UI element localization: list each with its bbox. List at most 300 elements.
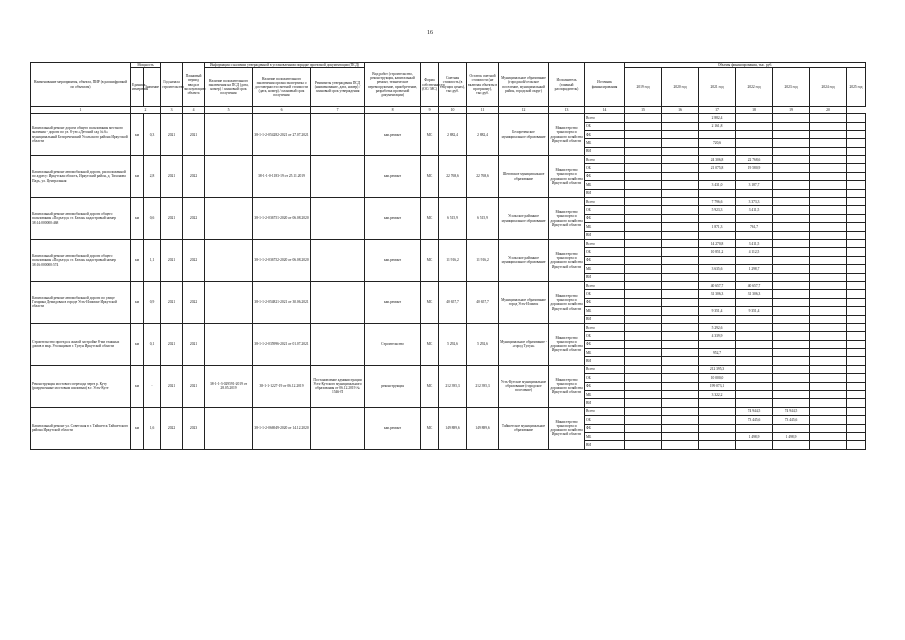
object-executor: Министерство транспорта и дорожного хозяйства Иркутской области [549,239,585,281]
financing-source: ВИ [585,273,625,281]
funding-amount [847,416,866,424]
funding-amount [810,248,847,256]
funding-amount [662,256,699,264]
funding-amount [773,223,810,231]
investment-program-table [30,62,866,450]
object-estimated-cost: 22 768,6 [439,156,467,198]
funding-amount [810,340,847,348]
funding-amount [736,382,773,390]
column-number: 9 [421,107,439,114]
funding-amount [662,307,699,315]
funding-amount [847,139,866,147]
funding-amount [847,332,866,340]
funding-amount [773,130,810,138]
header-funding: Объемы финансирования, тыс. руб. [625,63,866,68]
object-value: 0,6 [144,198,161,240]
funding-amount [847,256,866,264]
funding-amount [736,374,773,382]
funding-amount [847,391,866,399]
financing-source: ФБ [585,424,625,432]
financing-source: Всего [585,239,625,247]
object-work-type: кап.ремонт [365,407,421,449]
funding-amount [662,164,699,172]
funding-amount [847,399,866,407]
funding-amount [773,172,810,180]
funding-amount [810,206,847,214]
funding-amount [736,298,773,306]
funding-amount [625,340,662,348]
funding-amount [662,298,699,306]
funding-amount [699,424,736,432]
object-name: Строительство проезда к жилой застройке 8-ми этажных домов в мкр. Угольщиков г. Тулун Иркутской области [31,323,131,365]
header-year-2023: 2023 год [773,68,810,107]
column-number: 16 [662,107,699,114]
funding-amount [625,382,662,390]
funding-amount [625,239,662,247]
object-name: Капитальный ремонт дороги общего пользования местного значения - дороги по ул. 8-ую «Детский сад № 6» муниципальный Белореченский Усольского района Иркутской области [31,114,131,156]
header-reliability-expertise: Наличие положительного заключения органа экспертизы о достоверности сметной стоимости (дата, номер) / плановый срок получения [253,68,311,107]
funding-amount [847,265,866,273]
funding-amount: 2 161,8 [699,122,736,130]
financing-source: Всего [585,323,625,331]
object-remaining-cost: 5 292,6 [467,323,499,365]
object-positive-expertise [205,156,253,198]
funding-amount [699,315,736,323]
object-year-end: 2021 [183,365,205,407]
funding-amount [662,181,699,189]
funding-amount: 3 373,3 [736,198,773,206]
funding-amount [810,181,847,189]
financing-source: ОБ [585,416,625,424]
funding-amount [736,391,773,399]
financing-source: ОБ [585,332,625,340]
object-row [31,281,866,289]
object-year-start: 2022 [161,407,183,449]
funding-amount [625,349,662,357]
funding-amount [625,156,662,164]
funding-amount: 3 411,5 [736,239,773,247]
object-estimated-cost: 212 395,3 [439,365,467,407]
object-value: 0,3 [144,114,161,156]
financing-source: ФБ [585,172,625,180]
funding-amount: 73 445,6 [773,416,810,424]
funding-amount [662,189,699,197]
object-estimated-cost: 2 882,4 [439,114,467,156]
object-row [31,323,866,331]
header-ownership: Форма собственности (ОС/ МС) [421,63,439,107]
object-ownership: МС [421,407,439,449]
funding-amount [773,265,810,273]
object-ownership: МС [421,281,439,323]
funding-amount: 14 270,8 [699,239,736,247]
object-name: Капитальный ремонт автомобильной дороги общего пользования «Подъезд к ст. Белая» кадастровый номер 38:14:000000:468 [31,198,131,240]
financing-source: ВИ [585,399,625,407]
funding-amount [773,399,810,407]
object-unit: км [131,239,144,281]
object-unit: км [131,365,144,407]
object-reliability-expertise: 38-1-1-2-054821-2021 от 30.06.2021 [253,281,311,323]
funding-amount [625,424,662,432]
funding-amount [699,214,736,222]
header-work-type: Вид работ (строительство, реконструкция, капитальный ремонт, техническое перевооружение, приобретение, разработка проектной документации) [365,63,421,107]
header-year-2021: 2021 год [699,68,736,107]
funding-amount [810,323,847,331]
funding-amount [810,223,847,231]
object-row [31,239,866,247]
funding-amount [810,273,847,281]
object-unit: км [131,156,144,198]
column-number: 11 [467,107,499,114]
object-unit: км [131,281,144,323]
funding-amount [773,156,810,164]
object-work-type: реконструкция [365,365,421,407]
funding-amount [662,265,699,273]
funding-amount [810,332,847,340]
funding-amount [847,122,866,130]
funding-amount [625,315,662,323]
funding-amount [662,323,699,331]
column-number: 4 [183,107,205,114]
funding-amount [662,407,699,415]
funding-amount [773,307,810,315]
funding-amount [662,206,699,214]
object-municipality: Муниципальное образование - «город Тулун» [499,323,549,365]
funding-amount [847,340,866,348]
funding-amount [625,399,662,407]
funding-amount [773,424,810,432]
funding-amount [773,256,810,264]
object-row [31,198,866,206]
funding-amount [810,374,847,382]
financing-source: Всего [585,281,625,289]
header-positive-expertise: Наличие положительного заключения на ПСД (дата, номер) / плановый срок получения [205,68,253,107]
object-remaining-cost: 22 768,6 [467,156,499,198]
funding-amount [810,198,847,206]
funding-amount [662,441,699,449]
object-work-type: кап.ремонт [365,114,421,156]
object-reliability-expertise: 38-1-1-1227-19 от 06.12.2019 [253,365,311,407]
funding-amount: 4 339,9 [699,332,736,340]
financing-source: ОБ [585,164,625,172]
funding-amount: 3 187,7 [736,181,773,189]
column-number: 8 [365,107,421,114]
object-estimated-cost: 11 916,2 [439,239,467,281]
funding-amount: 74 944,5 [773,407,810,415]
object-positive-expertise [205,281,253,323]
object-row [31,365,866,373]
funding-amount [847,172,866,180]
funding-amount [847,424,866,432]
object-year-end: 2022 [183,198,205,240]
funding-amount [847,357,866,365]
object-unit: км [131,114,144,156]
financing-source: ОБ [585,248,625,256]
object-year-start: 2021 [161,365,183,407]
header-approval-details: Реквизиты утверждения ПСД (наименование, дата, номер) / плановый срок утверждения [311,68,365,107]
object-reliability-expertise: 38-1-1-0-1183-19 от 25.11.2019 [253,156,311,198]
funding-amount [662,122,699,130]
funding-amount: 10 000,0 [699,374,736,382]
object-year-start: 2021 [161,114,183,156]
object-unit: км [131,407,144,449]
financing-source: ОБ [585,206,625,214]
funding-amount [773,214,810,222]
column-number: 10 [439,107,467,114]
funding-amount [810,315,847,323]
header-year-end: Плановый период ввода в эксплуатацию объекта [183,63,205,107]
object-executor: Министерство транспорта и дорожного хозяйства Иркутской области [549,198,585,240]
header-estimated-cost: Сметная стоимость (в текущих ценах), тыс.руб. [439,63,467,107]
funding-amount [699,172,736,180]
financing-source: ОБ [585,122,625,130]
funding-amount [847,432,866,440]
financing-source: МБ [585,432,625,440]
financing-source: ВИ [585,441,625,449]
funding-amount [773,206,810,214]
financing-source: Всего [585,365,625,373]
funding-amount [847,349,866,357]
funding-amount [847,298,866,306]
financing-source: ФБ [585,256,625,264]
funding-amount [625,416,662,424]
object-municipality: Белореченское муниципальное образование [499,114,549,156]
funding-amount [773,332,810,340]
object-work-type: кап.ремонт [365,281,421,323]
column-number-row [31,107,866,114]
object-remaining-cost: 40 657,7 [467,281,499,323]
column-number: 17 [699,107,736,114]
funding-amount [773,382,810,390]
funding-amount [810,432,847,440]
funding-amount [847,365,866,373]
funding-amount [699,147,736,155]
funding-amount [625,130,662,138]
column-number: 20 [810,107,847,114]
funding-amount [662,239,699,247]
financing-source: МБ [585,265,625,273]
object-executor: Министерство транспорта и дорожного хозяйства Иркутской области [549,281,585,323]
funding-amount: 199 073,1 [699,382,736,390]
object-year-start: 2021 [161,156,183,198]
funding-amount: 19 580,9 [736,164,773,172]
funding-amount [773,239,810,247]
funding-amount: 9 351,4 [699,307,736,315]
object-executor: Министерство транспорта и дорожного хозяйства Иркутской области [549,407,585,449]
object-approval [311,407,365,449]
funding-amount [773,365,810,373]
object-remaining-cost: 11 916,2 [467,239,499,281]
funding-amount [662,273,699,281]
funding-amount [736,323,773,331]
column-number: 1 [31,107,131,114]
object-approval [311,281,365,323]
object-executor: Министерство транспорта и дорожного хозяйства Иркутской области [549,114,585,156]
funding-amount [662,156,699,164]
object-reliability-expertise: 38-1-1-2-035996-2021 от 01.07.2021 [253,323,311,365]
funding-amount [736,441,773,449]
header-year-2024: 2024 год [810,68,847,107]
funding-amount [662,281,699,289]
object-year-end: 2022 [183,239,205,281]
column-number: 13 [549,107,585,114]
financing-source: МБ [585,391,625,399]
object-value: - [144,365,161,407]
object-ownership: МС [421,114,439,156]
financing-source: МБ [585,307,625,315]
funding-amount: 4 112,5 [736,248,773,256]
header-municipality: Муниципальное образование (городской/сельское поселение, муниципальный район, городской округ) [499,63,549,107]
funding-amount [773,374,810,382]
funding-amount [625,290,662,298]
column-number: 5 [205,107,253,114]
object-year-end: 2022 [183,281,205,323]
funding-amount: 40 657,7 [699,281,736,289]
funding-amount [699,231,736,239]
funding-amount [773,340,810,348]
funding-amount [736,349,773,357]
funding-amount [736,365,773,373]
funding-amount [810,407,847,415]
funding-amount [773,290,810,298]
column-number: 19 [773,107,810,114]
financing-source: ОБ [585,290,625,298]
funding-amount [662,114,699,122]
object-estimated-cost: 40 657,7 [439,281,467,323]
header-year-2020: 2020 год [662,68,699,107]
funding-amount: 3 431,0 [699,181,736,189]
funding-amount [847,223,866,231]
funding-amount [773,357,810,365]
funding-amount [847,214,866,222]
financing-source: ФБ [585,340,625,348]
financing-source: ФБ [585,130,625,138]
financing-source: ВИ [585,357,625,365]
funding-amount [773,147,810,155]
funding-amount [773,189,810,197]
funding-amount [625,206,662,214]
funding-amount [773,349,810,357]
funding-amount [625,332,662,340]
funding-amount [847,407,866,415]
funding-amount [810,416,847,424]
funding-amount [699,189,736,197]
object-value: 1,6 [144,407,161,449]
funding-amount [810,139,847,147]
funding-amount: 9 351,4 [736,307,773,315]
financing-source: ФБ [585,214,625,222]
funding-amount [662,147,699,155]
funding-amount [773,298,810,306]
object-row [31,156,866,164]
funding-amount [773,198,810,206]
funding-amount [736,130,773,138]
funding-amount [736,139,773,147]
object-approval [311,239,365,281]
header-year-2025: 2025 год [847,68,866,107]
funding-amount [662,432,699,440]
funding-amount [810,114,847,122]
funding-amount [662,223,699,231]
funding-amount: 22 768,6 [736,156,773,164]
funding-amount: 2 882,4 [699,114,736,122]
funding-amount: 1 298,7 [736,265,773,273]
funding-amount [662,248,699,256]
funding-amount: 1 498,9 [773,432,810,440]
funding-amount [625,365,662,373]
funding-amount [810,147,847,155]
funding-amount: 5 292,6 [699,323,736,331]
funding-amount [662,424,699,432]
funding-amount [736,399,773,407]
funding-amount [810,231,847,239]
object-row [31,114,866,122]
funding-amount [847,181,866,189]
column-number: 14 [585,107,625,114]
object-year-end: 2022 [183,156,205,198]
object-executor: Министерство транспорта и дорожного хозяйства Иркутской области [549,323,585,365]
column-number: 7 [311,107,365,114]
funding-amount: 1 871,3 [699,223,736,231]
funding-amount: 21 075,8 [699,164,736,172]
object-estimated-cost: 6 515,9 [439,198,467,240]
funding-amount [773,315,810,323]
object-year-start: 2021 [161,281,183,323]
funding-amount [625,391,662,399]
funding-amount [773,164,810,172]
funding-amount [736,189,773,197]
funding-amount [847,374,866,382]
column-number: 6 [253,107,311,114]
funding-amount [625,147,662,155]
funding-amount [810,399,847,407]
funding-amount [625,248,662,256]
object-remaining-cost: 6 515,9 [467,198,499,240]
funding-amount [736,424,773,432]
funding-amount [847,130,866,138]
object-work-type: кап.ремонт [365,198,421,240]
funding-amount [736,122,773,130]
object-unit: км [131,198,144,240]
funding-amount [810,424,847,432]
object-positive-expertise: 38-1-1-3-029591-2019 от 28.05.2019 [205,365,253,407]
object-year-end: 2021 [183,323,205,365]
funding-amount [625,273,662,281]
object-approval [311,198,365,240]
object-ownership: МС [421,156,439,198]
object-approval [311,156,365,198]
object-reliability-expertise: 38-1-1-2-066949-2020 от 14.12.2020 [253,407,311,449]
funding-amount [662,374,699,382]
funding-amount: 3 635,6 [699,265,736,273]
funding-amount [847,198,866,206]
column-number: 3 [161,107,183,114]
object-positive-expertise [205,198,253,240]
funding-amount [662,391,699,399]
object-estimated-cost: 149 889,6 [439,407,467,449]
column-number: 15 [625,107,662,114]
funding-amount [773,181,810,189]
object-positive-expertise [205,407,253,449]
funding-amount [625,189,662,197]
financing-source: МБ [585,223,625,231]
funding-amount [662,416,699,424]
funding-amount: 1 498,9 [736,432,773,440]
funding-amount [662,139,699,147]
funding-amount [810,357,847,365]
funding-amount [810,256,847,264]
funding-amount [662,340,699,348]
funding-amount [625,281,662,289]
